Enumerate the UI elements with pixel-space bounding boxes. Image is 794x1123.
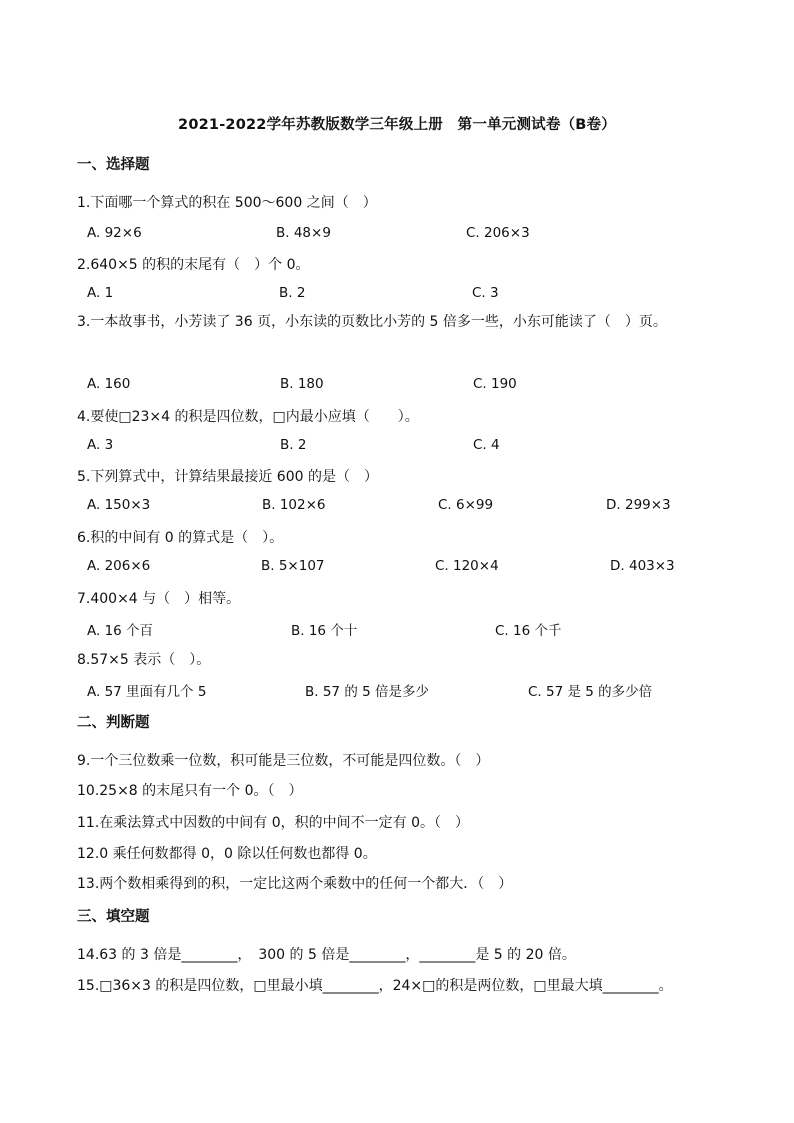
question-6-option-d: D. 403×3 [610,558,675,574]
question-3-option-a: A. 160 [87,376,131,392]
question-4-option-c: C. 4 [473,437,500,453]
question-4-option-b: B. 2 [280,437,307,453]
question-1-option-c: C. 206×3 [466,225,530,241]
question-9: 9.一个三位数乘一位数，积可能是三位数，不可能是四位数。（ ） [77,753,490,769]
question-5-option-a: A. 150×3 [87,497,151,513]
question-1-option-a: A. 92×6 [87,225,142,241]
question-4: 4.要使□23×4 的积是四位数，□内最小应填（ ）。 [77,409,419,425]
question-2: 2.640×5 的积的末尾有（ ）个 0。 [77,257,310,273]
question-1: 1.下面哪一个算式的积在 500～600 之间（ ） [77,195,377,211]
question-12: 12.0 乘任何数都得 0，0 除以任何数也都得 0。 [77,846,377,862]
question-5-option-d: D. 299×3 [606,497,671,513]
question-7-option-b: B. 16 个十 [291,623,358,639]
question-5-option-c: C. 6×99 [438,497,494,513]
question-2-option-a: A. 1 [87,285,114,301]
question-13: 13.两个数相乘得到的积，一定比这两个乘数中的任何一个都大．（ ） [77,876,513,892]
question-7-option-a: A. 16 个百 [87,623,154,639]
question-15: 15.□36×3 的积是四位数，□里最小填________，24×□的积是两位数，□里最大填________。 [77,978,673,994]
question-8-option-b: B. 57 的 5 倍是多少 [305,684,429,700]
question-14: 14.63 的 3 倍是________， 300 的 5 倍是________，________是 5 的 20 倍。 [77,947,576,963]
question-6-option-c: C. 120×4 [435,558,499,574]
question-6-option-a: A. 206×6 [87,558,151,574]
question-10: 10.25×8 的末尾只有一个 0。（ ） [77,783,303,799]
question-2-option-b: B. 2 [279,285,306,301]
question-8-option-c: C. 57 是 5 的多少倍 [528,684,653,700]
question-6-option-b: B. 5×107 [261,558,325,574]
question-8-option-a: A. 57 里面有几个 5 [87,684,207,700]
question-2-option-c: C. 3 [472,285,499,301]
question-3: 3.一本故事书，小芳读了 36 页，小东读的页数比小芳的 5 倍多一些，小东可能读了（ ）页。 [77,314,667,330]
question-6: 6.积的中间有 0 的算式是（ ）。 [77,530,284,546]
question-1-option-b: B. 48×9 [276,225,331,241]
section-heading-choice: 一、选择题 [77,157,150,173]
question-5-option-b: B. 102×6 [262,497,326,513]
question-5: 5.下列算式中，计算结果最接近 600 的是（ ） [77,469,378,485]
question-3-option-c: C. 190 [473,376,517,392]
section-heading-fill-in: 三、填空题 [77,909,150,925]
question-7: 7.400×4 与（ ）相等。 [77,591,241,607]
page-title: 2021-2022学年苏教版数学三年级上册 第一单元测试卷（B卷） [178,117,616,133]
question-7-option-c: C. 16 个千 [495,623,562,639]
question-3-option-b: B. 180 [280,376,324,392]
question-8: 8.57×5 表示（ ）。 [77,652,211,668]
question-11: 11.在乘法算式中因数的中间有 0，积的中间不一定有 0。（ ） [77,815,469,831]
section-heading-judgement: 二、判断题 [77,715,150,731]
question-4-option-a: A. 3 [87,437,114,453]
